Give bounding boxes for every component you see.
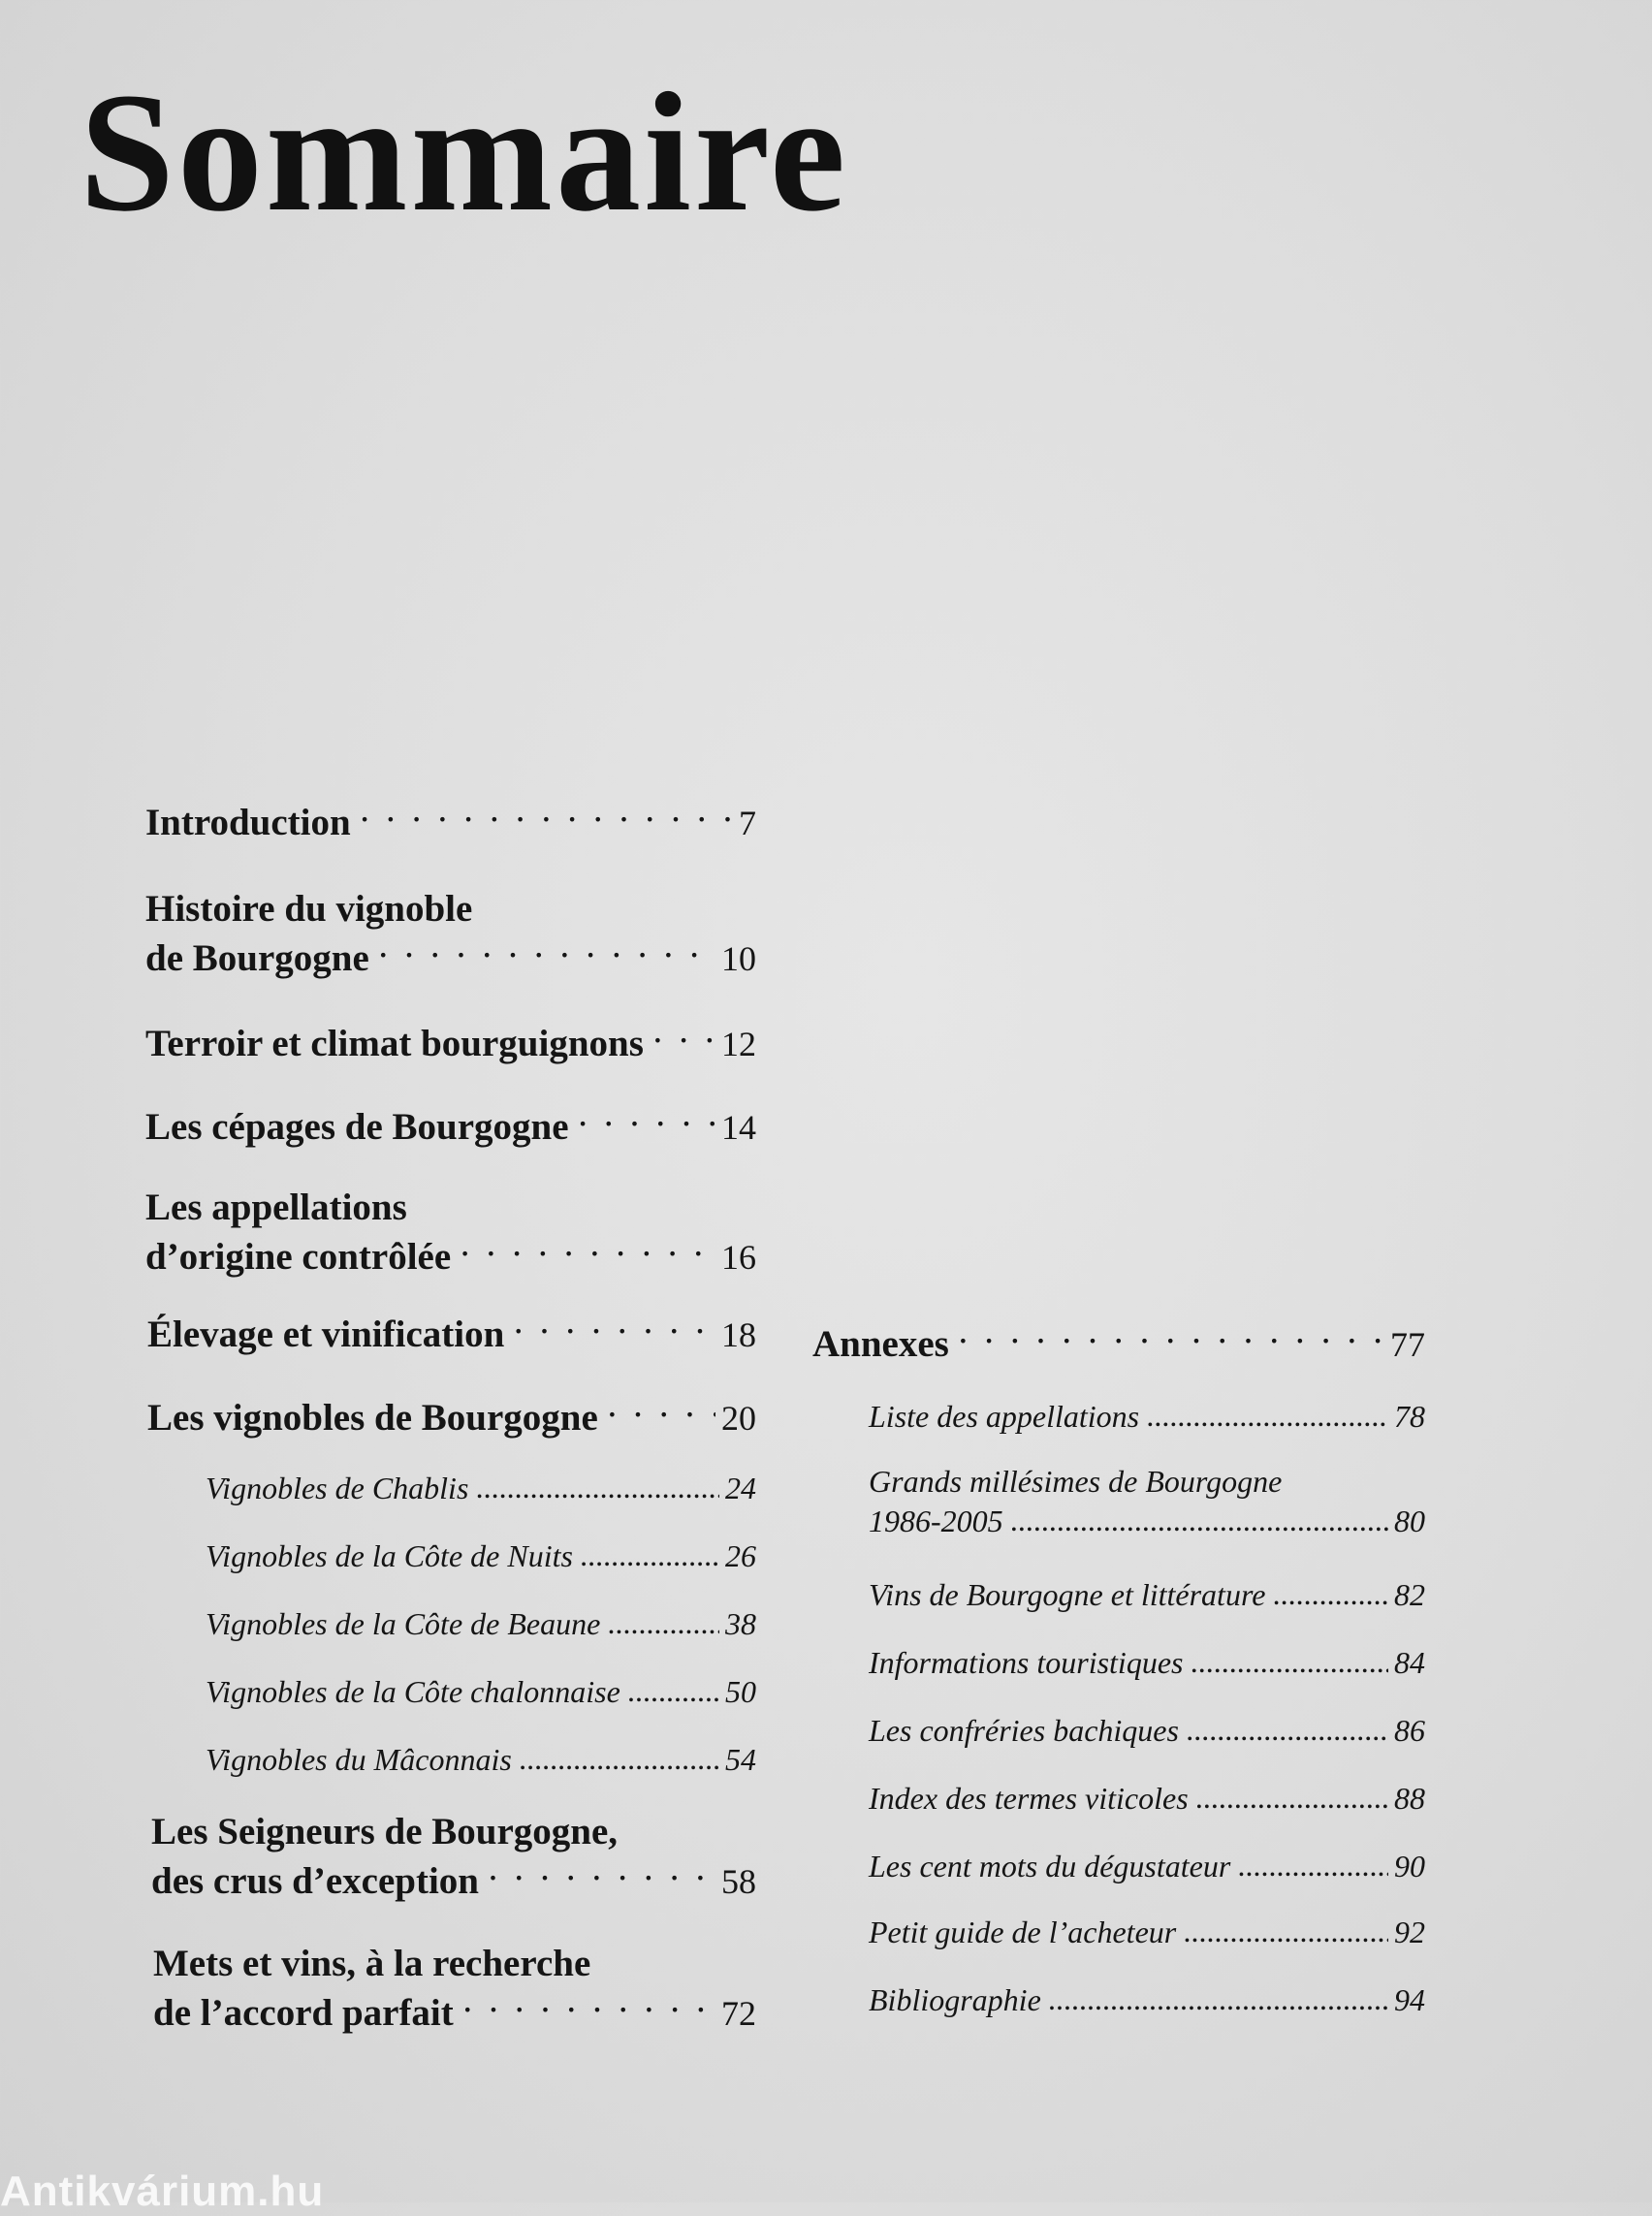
toc-page-number: 50 xyxy=(725,1674,756,1709)
dot-leader xyxy=(606,1392,715,1430)
toc-entry-title: 1986-2005 xyxy=(869,1504,1003,1538)
toc-page-number: 90 xyxy=(1394,1849,1425,1884)
dot-leader xyxy=(1191,1642,1388,1673)
toc-entry-title: Grands millésimes de Bourgogne xyxy=(869,1464,1283,1499)
toc-page-number: 20 xyxy=(721,1399,756,1438)
toc-page-number: 88 xyxy=(1394,1781,1425,1816)
toc-entry-title: Les Seigneurs de Bourgogne, xyxy=(151,1811,619,1852)
toc-page-number: 78 xyxy=(1394,1399,1425,1434)
dot-leader xyxy=(1238,1846,1388,1877)
toc-page-number: 92 xyxy=(1394,1915,1425,1949)
dot-leader xyxy=(377,933,715,970)
toc-entry-title: des crus d’exception xyxy=(151,1860,479,1902)
dot-leader xyxy=(459,1231,715,1269)
toc-entry-title: Les appellations xyxy=(145,1187,407,1228)
toc-entry xyxy=(206,1671,756,1711)
toc-entry-title: Index des termes viticoles xyxy=(869,1781,1189,1816)
toc-entry-title: Vignobles de la Côte de Beaune xyxy=(206,1606,601,1641)
toc-entry-title: Annexes xyxy=(812,1323,949,1365)
toc-entry xyxy=(206,1535,756,1575)
dot-leader xyxy=(957,1318,1384,1356)
dot-leader xyxy=(1187,1710,1388,1741)
toc-entry xyxy=(812,1318,1425,1368)
toc-entry-title: Vignobles de la Côte de Nuits xyxy=(206,1538,573,1573)
toc-entry xyxy=(147,1309,756,1358)
toc-entry-title: Les confréries bachiques xyxy=(869,1713,1179,1748)
toc-page-number: 7 xyxy=(739,804,756,842)
dot-leader xyxy=(476,1468,719,1499)
toc-entry xyxy=(869,1462,1425,1540)
toc-entry-title: de Bourgogne xyxy=(145,937,369,979)
toc-entry-title: Les cépages de Bourgogne xyxy=(145,1106,569,1148)
toc-page-number: 24 xyxy=(725,1471,756,1505)
dot-leader xyxy=(1273,1574,1388,1605)
toc-page-number: 54 xyxy=(725,1742,756,1777)
toc-entry xyxy=(869,1778,1425,1818)
toc-entry xyxy=(145,797,756,846)
toc-entry-title: Les cent mots du dégustateur xyxy=(869,1849,1231,1884)
toc-entry-title: Liste des appellations xyxy=(869,1399,1140,1434)
dot-leader xyxy=(1147,1396,1388,1427)
toc-entry-title: Terroir et climat bourguignons xyxy=(145,1023,644,1064)
toc-page-number: 18 xyxy=(721,1315,756,1354)
toc-entry xyxy=(869,1396,1425,1436)
toc-entry xyxy=(153,1941,756,2037)
toc-entry xyxy=(869,1912,1425,1951)
toc-entry xyxy=(869,1642,1425,1682)
toc-entry-title: de l’accord parfait xyxy=(153,1992,454,2034)
toc-page-number: 58 xyxy=(721,1862,756,1901)
toc-entry xyxy=(206,1468,756,1507)
toc-entry-title: Vignobles du Mâconnais xyxy=(206,1742,512,1777)
toc-page-number: 86 xyxy=(1394,1713,1425,1748)
toc-page-number: 10 xyxy=(721,939,756,978)
toc-entry xyxy=(206,1603,756,1643)
dot-leader xyxy=(651,1018,715,1056)
toc-entry-title: Introduction xyxy=(145,802,351,843)
toc-entry xyxy=(869,1710,1425,1750)
toc-entry-title: d’origine contrôlée xyxy=(145,1236,452,1278)
toc-entry-title: Petit guide de l’acheteur xyxy=(869,1915,1177,1949)
toc-page-number: 94 xyxy=(1394,1982,1425,2017)
dot-leader xyxy=(520,1739,719,1770)
watermark: Antikvárium.hu xyxy=(0,2168,325,2215)
toc-page-number: 14 xyxy=(721,1108,756,1147)
toc-entry-title: Vignobles de Chablis xyxy=(206,1471,469,1505)
toc-entry-title: Mets et vins, à la recherche xyxy=(153,1943,591,1984)
toc-entry xyxy=(147,1392,756,1441)
dot-leader xyxy=(512,1309,715,1346)
toc-entry xyxy=(151,1809,756,1905)
toc-entry-title: Les vignobles de Bourgogne xyxy=(147,1397,598,1439)
toc-entry-title: Bibliographie xyxy=(869,1982,1041,2017)
toc-page-number: 16 xyxy=(721,1238,756,1277)
toc-page-number: 72 xyxy=(721,1994,756,2033)
dot-leader xyxy=(359,797,733,835)
toc-entry-title: Histoire du vignoble xyxy=(145,888,473,930)
dot-leader xyxy=(1184,1912,1388,1943)
dot-leader xyxy=(577,1101,715,1139)
toc-entry xyxy=(145,886,756,982)
toc-entry xyxy=(869,1979,1425,2019)
toc-entry xyxy=(145,1018,756,1067)
toc-entry-title: Élevage et vinification xyxy=(147,1314,505,1355)
toc-page-number: 80 xyxy=(1394,1504,1425,1538)
dot-leader xyxy=(628,1671,719,1702)
toc-entry-title: Informations touristiques xyxy=(869,1645,1184,1680)
dot-leader xyxy=(1196,1778,1388,1809)
dot-leader xyxy=(461,1987,715,2025)
dot-leader xyxy=(1011,1501,1388,1532)
toc-page-number: 84 xyxy=(1394,1645,1425,1680)
toc-entry xyxy=(869,1574,1425,1614)
toc-entry xyxy=(869,1846,1425,1885)
dot-leader xyxy=(1049,1979,1388,2010)
toc-entry xyxy=(145,1185,756,1281)
toc-entry xyxy=(145,1101,756,1151)
toc-entry-title: Vignobles de la Côte chalonnaise xyxy=(206,1674,620,1709)
toc-page-number: 38 xyxy=(725,1606,756,1641)
dot-leader xyxy=(608,1603,719,1634)
page-title: Sommaire xyxy=(79,58,849,247)
toc-page-number: 77 xyxy=(1390,1325,1425,1364)
dot-leader xyxy=(487,1855,715,1893)
toc-page-number: 82 xyxy=(1394,1577,1425,1612)
toc-entry xyxy=(206,1739,756,1779)
toc-entry-title: Vins de Bourgogne et littérature xyxy=(869,1577,1266,1612)
toc-page-number: 26 xyxy=(725,1538,756,1573)
dot-leader xyxy=(581,1535,719,1567)
toc-page-number: 12 xyxy=(721,1025,756,1063)
